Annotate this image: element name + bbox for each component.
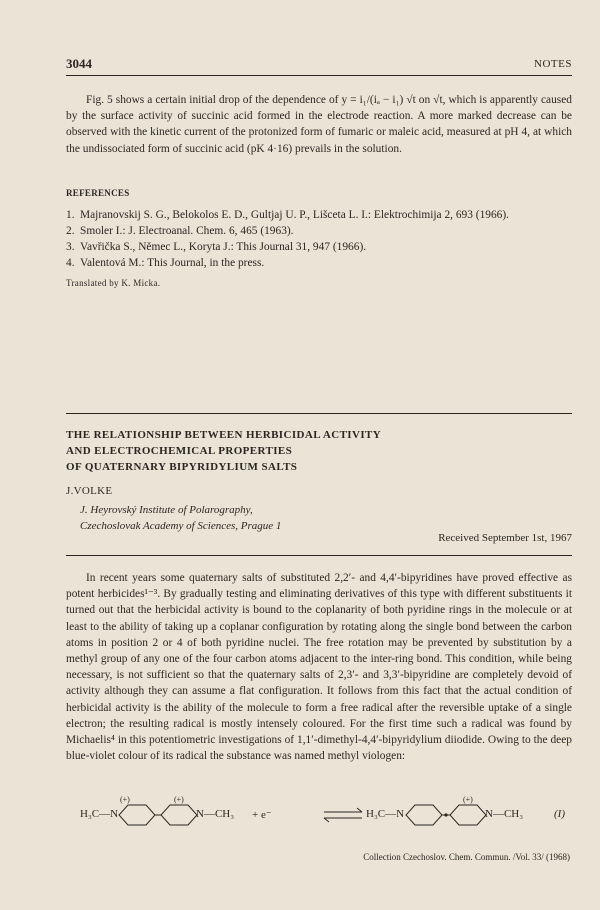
reference-item (66, 255, 572, 271)
equation-charge: (+) (463, 795, 473, 804)
affiliation-line: Czechoslovak Academy of Sciences, Prague 1 (80, 520, 282, 532)
references-heading: REFERENCES (66, 188, 130, 198)
equation-charge: (+) (174, 795, 184, 804)
pyridine-ring (406, 805, 442, 825)
equation-label: (I) (554, 808, 565, 820)
title-line: THE RELATIONSHIP BETWEEN HERBICIDAL ACTIVITY (66, 429, 382, 441)
equation-charge: (+) (120, 795, 130, 804)
article-title (66, 427, 572, 475)
pyridine-ring (450, 805, 486, 825)
reference-text: Vavřička S., Němec L., Koryta J.: This Journal 31, 947 (1966). (80, 241, 367, 253)
body-text: In recent years some quaternary salts of substituted 2,2′- and 4,4′-bipyridines have proved effective as potent herbicides¹⁻³. By gradually testing and eliminating derivatives of this type with different substituents it turned out that the herbicidal activity is bound to the coplanarity of both pyridine rings in the molecule or at least to the ability of taking up a coplanar configuration by rotating along the single bond between the carbon atoms in position 2 or 4 of both pyridine nuclei. The free rotation may be prevented by substitution by a methyl group of any one of the four carbon atoms adjacent to the inter-ring bond. This condition, while being necessary, is not sufficient so that the quaternary salts of 2,3′- and 3,3′-bipyridine are completely devoid of activity although they can assume a flat configuration. It follows from this fact that the actual condition of herbicidal activity is the ability of the molecule to form a free radical after the reversible uptake of a single electron; the resulting radical is mostly intensely coloured. For the first time such a radical was found by Michaelis⁴ in this potentiometric investigations of 1,1′-dimethyl-4,4′-bipyridylium diiodide. Owing to the deep blue-violet colour of its radical the substance was named methyl viologen: (66, 572, 572, 763)
translated-by: Translated by K. Micka. (66, 278, 161, 288)
reference-item (66, 223, 572, 239)
article-separator-rule (66, 413, 572, 414)
chemical-equation (66, 795, 572, 835)
page-number: 3044 (66, 56, 92, 71)
arrow-forward-head (357, 808, 362, 812)
running-header (66, 56, 572, 74)
equation-right-methyl: H₃C—N (366, 808, 405, 820)
reference-number: 3. (66, 241, 75, 253)
reference-text: Majranovskij S. G., Belokolos E. D., Gultjaj U. P., Lišceta L. I.: Elektrochimija 2, 693 (1966). (80, 209, 509, 221)
intro-paragraph (66, 92, 572, 157)
reference-number: 2. (66, 225, 75, 237)
intro-text: Fig. 5 shows a certain initial drop of the dependence of y = i₁/(iₐ − i₁) √t on √t, which is apparently caused by the surface activity of succinic acid formed in the electrode reaction. A more marked decrease can be observed with the kinetic current of the protonized form of fumaric or maleic acid, measured at pH 4, at which the undissociated form of succinic acid (pK 4·16) prevails in the solution. (66, 94, 572, 155)
references-list (66, 207, 572, 271)
equation-left-methyl: H₃C—N (80, 808, 119, 820)
title-line: AND ELECTROCHEMICAL PROPERTIES (66, 445, 293, 457)
reference-item (66, 239, 572, 255)
reference-text: Smoler I.: J. Electroanal. Chem. 6, 465 (1963). (80, 225, 294, 237)
pyridine-ring (119, 805, 155, 825)
reference-number: 1. (66, 209, 75, 221)
reference-text: Valentová M.: This Journal, in the press. (80, 257, 265, 269)
radical-dot (444, 813, 447, 816)
abstract-rule (66, 555, 572, 556)
reference-number: 4. (66, 257, 75, 269)
section-label: NOTES (534, 58, 572, 70)
equation-electron: + e⁻ (252, 809, 272, 821)
pyridine-ring (161, 805, 197, 825)
article-body (66, 570, 572, 764)
equation-n-methyl: N—CH₃ (485, 808, 524, 820)
equation-n-methyl: N—CH₃ (196, 808, 235, 820)
reference-item (66, 207, 572, 223)
received-date: Received September 1st, 1967 (438, 532, 572, 544)
header-rule (66, 75, 572, 76)
title-line: OF QUATERNARY BIPYRIDYLIUM SALTS (66, 461, 298, 473)
author-affiliation (80, 502, 281, 534)
article-author: J.VOLKE (66, 485, 113, 497)
arrow-backward-head (324, 818, 329, 822)
affiliation-line: J. Heyrovský Institute of Polarography, (80, 504, 253, 516)
journal-footer: Collection Czechoslov. Chem. Commun. /Vol. 33/ (1968) (363, 852, 570, 862)
